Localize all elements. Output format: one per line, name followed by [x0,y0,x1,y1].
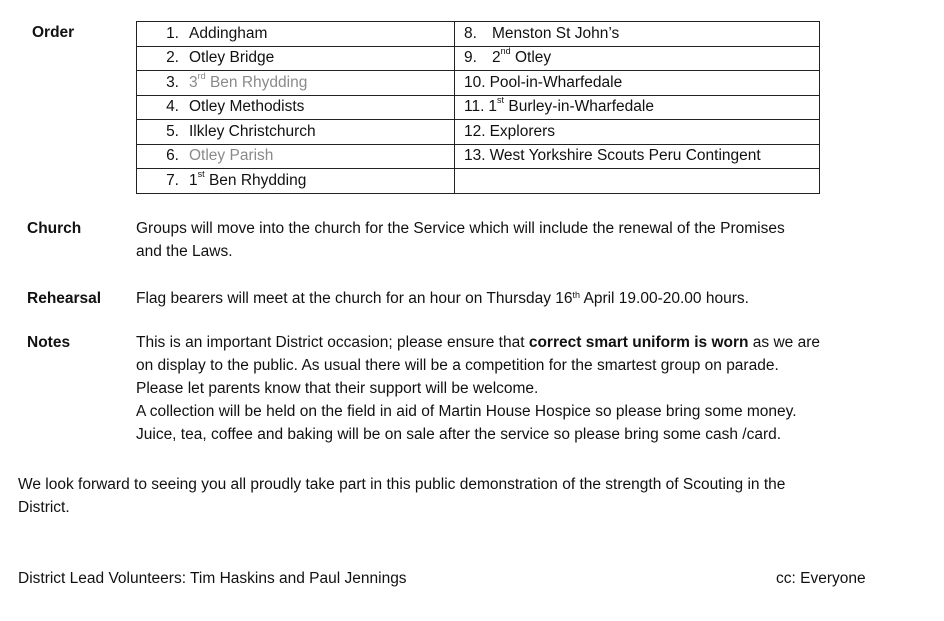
order-label: Order [32,24,75,41]
table-row [137,169,820,194]
order-cell: 8. Menston St John’s [455,22,820,47]
table-row [137,95,820,120]
table-row [137,71,820,96]
order-cell-empty [455,169,820,194]
table-row [137,22,820,47]
rehearsal-label: Rehearsal [27,290,102,307]
order-cell: 13. West Yorkshire Scouts Peru Contingent [455,144,820,169]
notes-text: This is an important District occasion; please ensure that correct smart uniform is worn as we are on display to the public. As usual there will be a competition for the smartest group on parade. Please let parents know that their support will be welcome. A collection will be held on the field in aid of Martin House Hospice so please bring some money. Juice, tea, coffee and baking will be on sale after the service so please bring some cash /card. [136,334,820,443]
order-cell: 4. Otley Methodists [137,95,455,120]
order-cell: 10. Pool-in-Wharfedale [455,71,820,96]
order-cell: 11. 1st Burley-in-Wharfedale [455,95,820,120]
church-label: Church [27,220,82,237]
notes-label: Notes [27,334,71,351]
church-text: Groups will move into the church for the Service which will include the renewal of the Promises and the Laws. [136,220,785,260]
cc-line: cc: Everyone [776,570,866,587]
closing-paragraph: We look forward to seeing you all proudly take part in this public demonstration of the strength of Scouting in the District. [18,476,786,516]
order-cell: 7. 1st Ben Rhydding [137,169,455,194]
volunteers-line: District Lead Volunteers: Tim Haskins and Paul Jennings [18,570,407,587]
table-row [137,144,820,169]
order-table [136,21,820,194]
rehearsal-text: Flag bearers will meet at the church for an hour on Thursday 16th April 19.00-20.00 hours. [136,290,749,307]
order-cell: 6. Otley Parish [137,144,455,169]
order-cell: 9. 2nd Otley [455,46,820,71]
table-row [137,46,820,71]
order-cell: 2. Otley Bridge [137,46,455,71]
order-cell: 12. Explorers [455,120,820,145]
order-cell: 5. Ilkley Christchurch [137,120,455,145]
order-cell: 3. 3rd Ben Rhydding [137,71,455,96]
table-row [137,120,820,145]
order-cell: 1. Addingham [137,22,455,47]
